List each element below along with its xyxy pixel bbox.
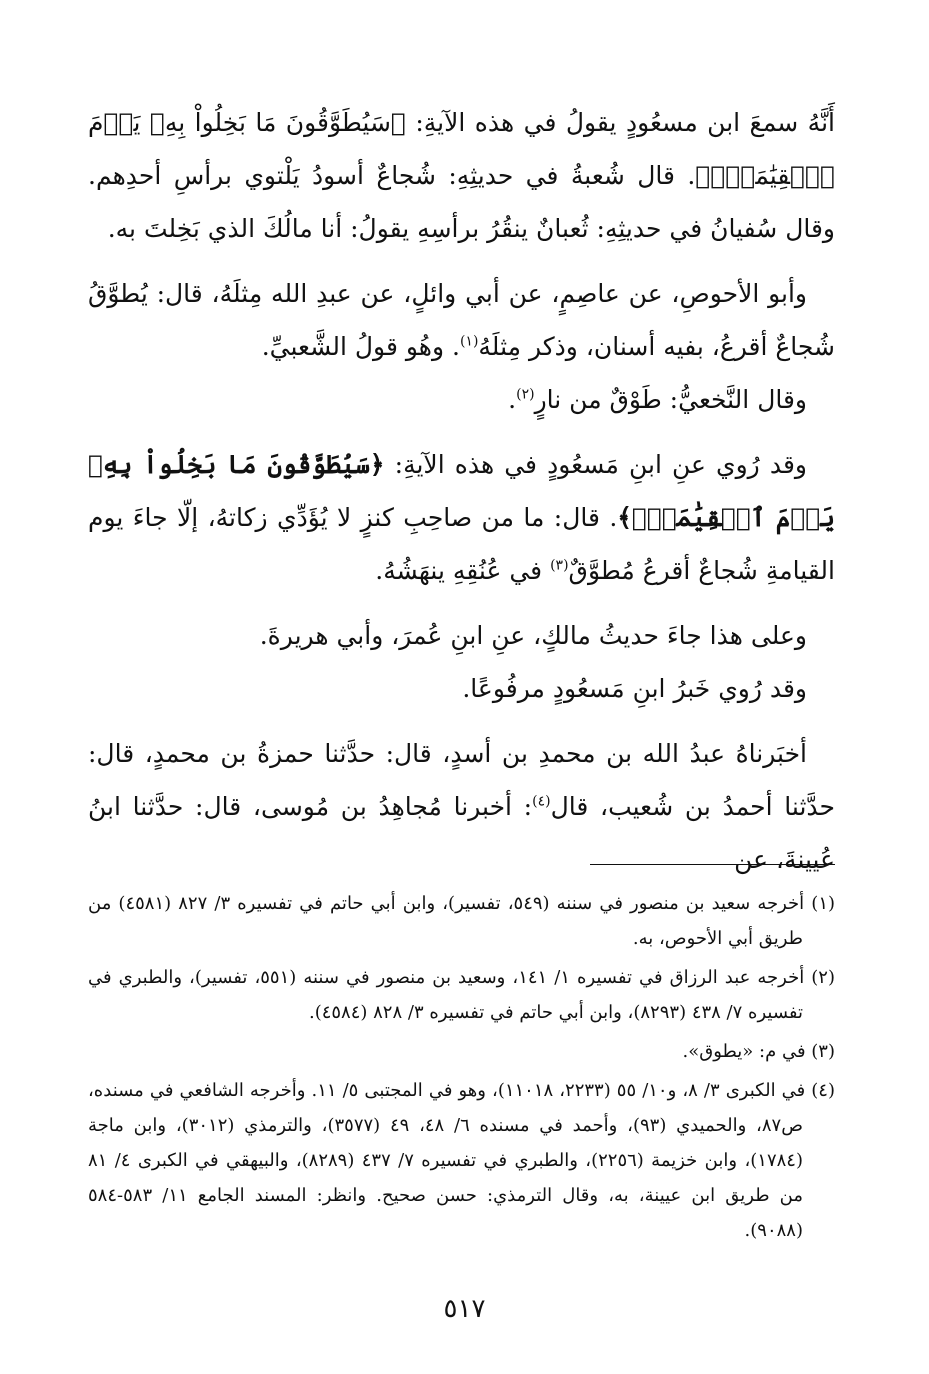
paragraph-3-text: وقال النَّخعيُّ: طَوْقٌ من نارٍ [534, 385, 807, 414]
page-number: ٥١٧ [443, 1294, 486, 1324]
paragraph-2-text: وأبو الأحوصِ، عن عاصِمٍ، عن أبي وائلٍ، عن عبدِ الله مِثلَهُ، قال: يُطوَّقُ شُجاعٌ أقرعُ، بفيه أسنان، وذكر مِثلَهُ [88, 279, 835, 361]
paragraph-5 [88, 609, 835, 662]
footnote-2: (٢) أخرجه عبد الرزاق في تفسيره ١/ ١٤١، وسعيد بن منصور في سننه (٥٥١، تفسير)، والطبري في تفسيره ٧/ ٤٣٨ (٨٢٩٣)، وابن أبي حاتم في تفسيره ٣/ ٨٢٨ (٤٥٨٤). [88, 967, 835, 1023]
footnote-ref-3[interactable]: (٣) [550, 557, 569, 574]
footnote-separator [590, 864, 835, 865]
paragraph-1-text: أَنَّهُ سمعَ ابن مسعُودٍ يقولُ في هذه الآيةِ: ﴿سَيُطَوَّقُونَ مَا بَخِلُواْ بِهِۦ يَوۡمَ ٱلۡقِيَٰمَةِۗ﴾. قال شُعبةُ في حديثِهِ: شُجاعٌ أسودُ يَلْتوي برأسِ أحدِهم. وقال سُفيانُ في حديثِهِ: ثُعبانٌ ينقُرُ برأسِهِ يقولُ: أنا مالُكَ الذي بَخِلتَ به. [88, 108, 835, 243]
footnote-1: (١) أخرجه سعيد بن منصور في سننه (٥٤٩، تفسير)، وابن أبي حاتم في تفسيره ٣/ ٨٢٧ (٤٥٨١) من طريق أبي الأحوص، به. [88, 893, 836, 949]
paragraph-6 [88, 662, 835, 715]
paragraph-4-start: وقد رُوي عنِ ابنِ مَسعُودٍ في هذه الآيةِ: [384, 450, 807, 479]
paragraph-4-mid: . قال: ما من صاحِبِ كنزٍ لا يُؤَدِّي زكاتهُ، إلّا جاءَ يوم القيامةِ شُجاعٌ أقرعُ مُطوَّقٌ [88, 503, 835, 585]
paragraph-3 [88, 373, 835, 426]
paragraph-4 [88, 438, 835, 597]
paragraph-2-end: . وهُو قولُ الشَّعبيِّ. [261, 332, 460, 361]
paragraph-3-end: . [508, 385, 517, 414]
footnote-ref-4[interactable]: (٤) [532, 793, 551, 810]
paragraph-1 [88, 96, 835, 255]
footnote-ref-2[interactable]: (٢) [516, 386, 535, 403]
quran-verse: ﴿سَيُطَوَّقُونَ مَا بَخِلُواْ بِهِۦ يَوۡمَ ٱلۡقِيَٰمَةِۗ﴾ [88, 450, 835, 532]
main-text [88, 96, 835, 886]
footnote-ref-1[interactable]: (١) [459, 333, 479, 350]
paragraph-6-text: وقد رُوي خَبرُ ابنِ مَسعُودٍ مرفُوعًا. [462, 674, 807, 703]
footnote-3: (٣) في م: «يطوق». [682, 1041, 835, 1062]
paragraph-7-start: أخبَرناهُ عبدُ الله بن محمدِ بن أسدٍ، قال: حدَّثنا حمزةُ بن محمدٍ، قال: حدَّثنا أحمدُ بن شُعيب، قال [88, 739, 835, 821]
paragraph-5-text: وعلى هذا جاءَ حديثُ مالكٍ، عنِ ابنِ عُمرَ، وأبي هريرةَ. [259, 621, 807, 650]
paragraph-7-end: : أخبرنا مُجاهِدُ بن مُوسى، قال: حدَّثنا ابنُ عُيينةَ، عن [88, 792, 835, 874]
paragraph-7 [88, 727, 835, 886]
paragraph-4-end: في عُنُقِهِ ينهَشُهُ. [375, 556, 551, 585]
paragraph-2 [88, 267, 835, 373]
footnotes [88, 886, 835, 1252]
footnote-4: (٤) في الكبرى ٣/ ٨، و١٠/ ٥٥ (٢٢٣٣، ١١٠١٨)، وهو في المجتبى ٥/ ١١. وأخرجه الشافعي في مسنده، ص٨٧، والحميدي (٩٣)، وأحمد في مسنده ٦/ ٤٨، ٤٩ (٣٥٧٧)، والترمذي (٣٠١٢)، وابن ماجة (١٧٨٤)، وابن خزيمة (٢٢٥٦)، والطبري في تفسيره ٧/ ٤٣٧ (٨٢٨٩)، والبيهقي في الكبرى ٤/ ٨١ من طريق ابن عيينة، به، وقال الترمذي: حسن صحيح. وانظر: المسند الجامع ١١/ ٥٨٣-٥٨٤ (٩٠٨٨). [88, 1080, 835, 1241]
